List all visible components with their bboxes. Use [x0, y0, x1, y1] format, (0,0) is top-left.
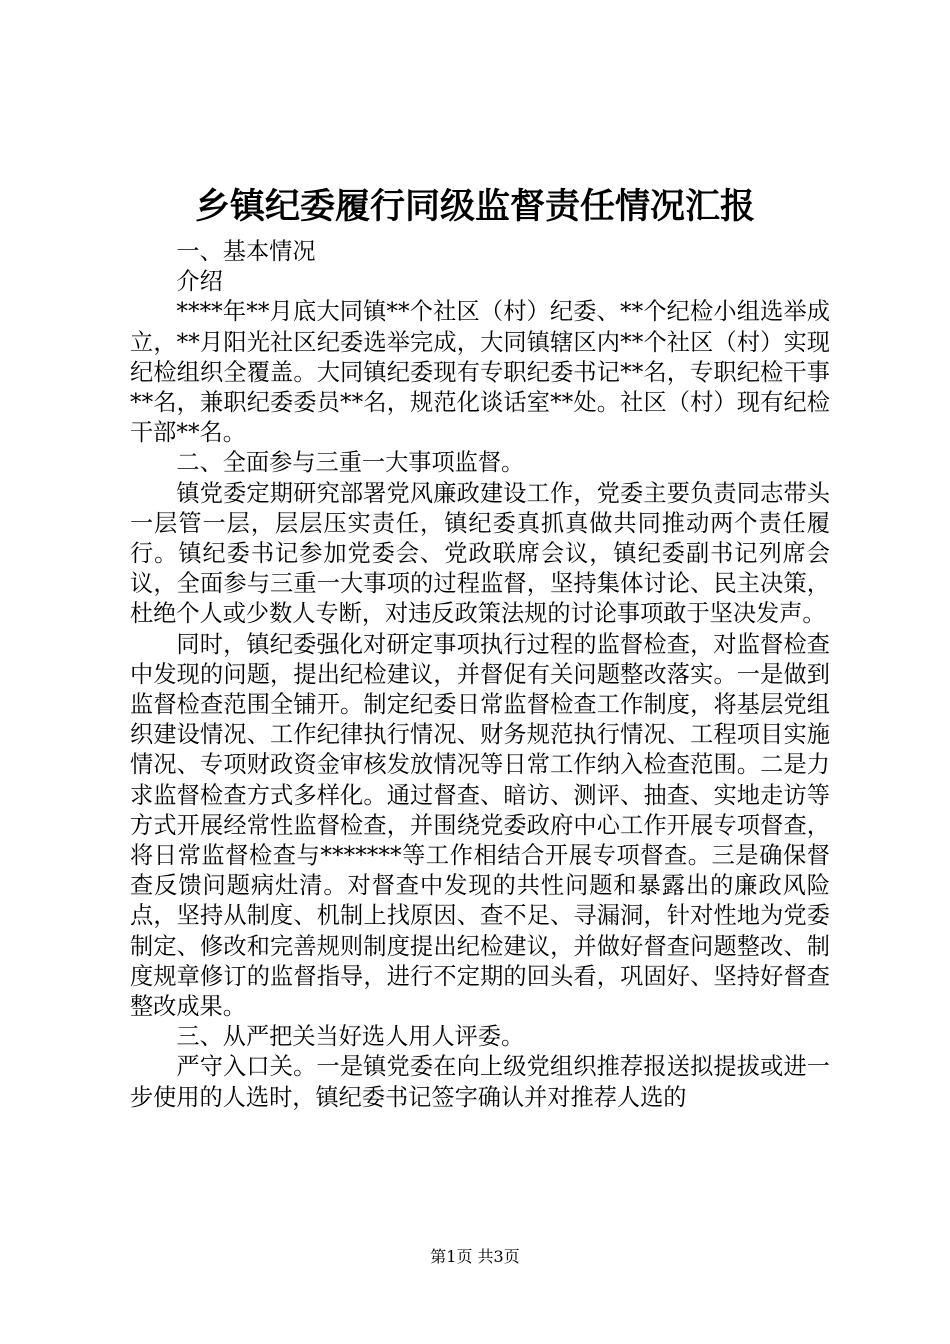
paragraph-intro-content: ****年**月底大同镇**个社区（村）纪委、**个纪检小组选举成立，**月阳光社区纪委选举完成，大同镇辖区内**个社区（村）实现纪检组织全覆盖。大同镇纪委现有专职纪委书记**名，专职纪检干事**名，兼职纪委委员**名，规范化谈话室**处。社区（村）现有纪检干部**名。 — [130, 298, 830, 447]
document-body — [130, 237, 830, 1113]
document-title: 乡镇纪委履行同级监督责任情况汇报 — [194, 186, 755, 227]
subheading-introduction: 介绍 — [176, 268, 223, 296]
section-heading-supervision: 二、全面参与三重一大事项监督。 — [176, 449, 525, 477]
section-heading-personnel: 三、从严把关当好选人用人评委。 — [176, 1023, 525, 1051]
paragraph-party-committee: 镇党委定期研究部署党风廉政建设工作，党委主要负责同志带头一层管一层，层层压实责任，镇纪委真抓真做共同推动两个责任履行。镇纪委书记参加党委会、党政联席会议，镇纪委副书记列席会议，全面参与三重一大事项的过程监督，坚持集体讨论、民主决策，杜绝个人或少数人专断，对违反政策法规的讨论事项敢于坚决发声。 — [130, 479, 830, 628]
page-footer: 第1页 共3页 — [430, 1247, 520, 1266]
section-heading-basic-info: 一、基本情况 — [176, 238, 316, 265]
paragraph-supervision-details: 同时，镇纪委强化对研定事项执行过程的监督检查，对监督检查中发现的问题，提出纪检建议，并督促有关问题整改落实。一是做到监督检查范围全铺开。制定纪委日常监督检查工作制度，将基层党组织建设情况、工作纪律执行情况、财务规范执行情况、工程项目实施情况、专项财政资金审核发放情况等日常工作纳入检查范围。二是力求监督检查方式多样化。通过督查、暗访、测评、抽查、实地走访等方式开展经常性监督检查，并围绕党委政府中心工作开展专项督查，将日常监督检查与*******等工作相结合开展专项督查。三是确保督查反馈问题病灶清。对督查中发现的共性问题和暴露出的廉政风险点，坚持从制度、机制上找原因、查不足、寻漏洞，针对性地为党委制定、修改和完善规则制度提出纪检建议，并做好督查问题整改、制度规章修订的监督指导，进行不定期的回头看，巩固好、坚持好督查整改成果。 — [130, 630, 830, 1021]
paragraph-entry-control: 严守入口关。一是镇党委在向上级党组织推荐报送拟提拔或进一步使用的人选时，镇纪委书记签字确认并对推荐人选的 — [130, 1053, 830, 1111]
